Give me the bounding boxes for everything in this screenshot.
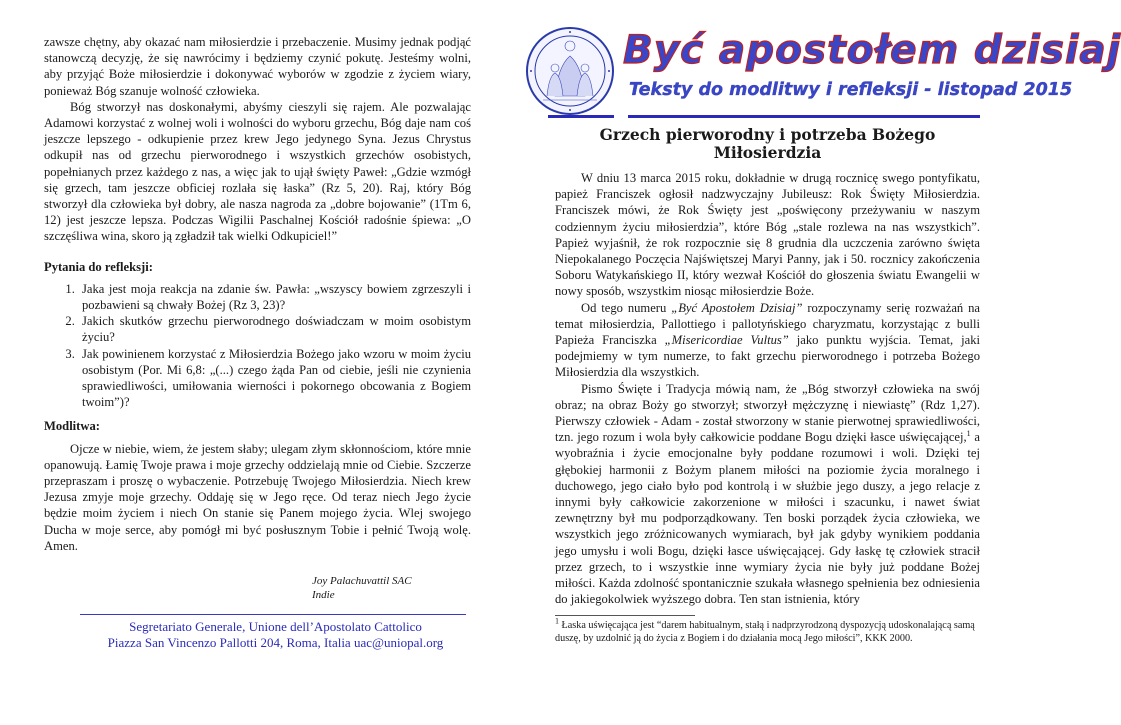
newsletter-subtitle: Teksty do modlitwy i refleksji - listopad 2015 bbox=[629, 80, 1073, 100]
newsletter-title: Być apostołem dzisiaj bbox=[623, 28, 1121, 73]
article-paragraph bbox=[555, 381, 980, 608]
footnote-ref[interactable]: 1 bbox=[966, 429, 971, 439]
questions-heading: Pytania do refleksji: bbox=[44, 259, 153, 274]
article-paragraph: W dniu 13 marca 2015 roku, dokładnie w drugą rocznicę swego pontyfikatu, papież Franciszek ogłosił nadzwyczajny Jubileusz: Rok Święty Miłosierdzia. Franciszek mówi, że Rok Święty jest „poświęcony przeżywaniu w naszym codziennym życiu miłosierdzia”, które Bóg „stale rozlewa na nas wszystkich”. Papież wyjaśnił, że rok rozpocznie się 8 grudnia dla uczczenia zarówno święta Niepokalanego Poczęcia Najświętszej Maryi Panny, jak i 50. rocznicy zakończenia Soboru Watykańskiego II, który wezwał Kościół do głoszenia światu Ewangelii w nowy sposób, wszystkim niosąc miłosierdzie Boże. bbox=[555, 171, 980, 299]
header-rule-short bbox=[548, 115, 614, 118]
footer-organization: Segretariato Generale, Unione dell’Apostolato Cattolico bbox=[129, 619, 422, 635]
header-rule bbox=[628, 115, 980, 118]
footnote-divider bbox=[555, 615, 695, 616]
author-country: Indie bbox=[312, 589, 335, 602]
footnote-number: 1 bbox=[555, 617, 559, 627]
questions-list bbox=[44, 281, 471, 411]
text-run: Pismo Święte i Tradycja mówią nam, że „Bóg stworzył człowieka na swój obraz; na obraz Boży go stworzył; stworzył mężczyznę i niewiastę” (Rdz 1,27). Pierwszy człowiek - Adam - został stworzony w stanie pierwotnej sprawiedliwości, tzn. jego rozum i wola były całkowicie poddane Bogu dzięki łasce uświęcającej, bbox=[555, 381, 980, 445]
question-item: 2. Jakich skutków grzechu pierworodnego doświadczam w moim osobistym życiu? bbox=[78, 313, 471, 345]
left-column bbox=[44, 34, 471, 651]
footer-address: Piazza San Vincenzo Pallotti 204, Roma, Italia uac@uniopal.org bbox=[107, 635, 444, 651]
article-paragraph bbox=[555, 300, 980, 381]
text-run: a wyobraźnia i życie emocjonalne były poddane rozumowi i woli. Dzięki tej głębokiej harmonii z Bożym planem miłości na poziomie życia moralnego i duchowego, jego ciało było pod kontrolą i w służbie jego duszy, a jego relacje z innymi były całkowicie zakorzenione w miłości i szacunku, i nawet świat zewnętrzny był mu podporządkowany. Ten boski porządek życia człowieka, we wszystkich jego zróżnicowanych wymiarach, był jak gdyby wynikiem poddania jego umysłu i woli Bogu, dzięki łasce uświęcającej. Gdy łaskę tę człowiek stracił przez grzech, to i wszystkie inne wymiary życia nie były już poddane Bożej miłości. Każda zdolność spontanicznie szukała własnego spełnienia bez odniesienia do jakiegokolwiek wyższego dobra. Ten stan istnienia, który bbox=[555, 430, 980, 607]
text-run: Od tego numeru bbox=[581, 300, 672, 315]
seal-logo-icon bbox=[525, 26, 615, 116]
prayer-text: Ojcze w niebie, wiem, że jestem słaby; ulegam złym skłonnościom, które mnie opanowują. Łamię Twoje prawa i moje grzechy oddzielają mnie od Ciebie. Szczerze przepraszam i proszę o wybaczenie. Potrzebuję Twojego Miłosierdzia. Niech krew Jezusa zmyje moje grzechy. Oddaję się w Jego ręce. Od teraz niech Jego życie będzie moim życiem i niech On stanie się Panem mojego życia. Wlej swojego Ducha w moje serce, aby pomógł mi być posłusznym Tobie i pełnić Twoją wolę. Amen. bbox=[44, 441, 471, 553]
text-run: jako punktu wyjścia. Temat, jaki podejmiemy w tym numerze, to fakt grzechu pierworodnego i potrzeba Bożego Miłosierdzia dla wszystkich. bbox=[555, 333, 981, 380]
question-item: 1. Jaka jest moja reakcja na zdanie św. Pawła: „wszyscy bowiem zgrzeszyli i pozbawieni są chwały Bożej (Rz 3, 23)? bbox=[78, 281, 471, 313]
intro-paragraph: zawsze chętny, aby okazać nam miłosierdzie i przebaczenie. Musimy jednak podjąć stanowczą decyzję, że się nawrócimy i będziemy czynić pokutę. Jesteśmy wolni, aby przyjąć Boże miłosierdzie i dokonywać wyborów w zgodzie z życiem wiary, ponieważ Bóg szanuje wolność człowieka. bbox=[44, 35, 471, 98]
question-item: 3. Jak powinienem korzystać z Miłosierdzia Bożego jako wzoru w moim życiu osobistym (Por. Mi 6,8: „(...) czego żąda Pan od ciebie, jeśli nie czynienia sprawiedliwości, umiłowania wierności i pokornego obcowania z Bogiem twoim”)? bbox=[78, 346, 471, 411]
author-name: Joy Palachuvattil SAC bbox=[312, 575, 412, 588]
text-run: rozpoczynamy serię rozważań na temat miłosierdzia, Pallottiego i pallotyńskiego charyzmatu, korzystając z bulli Papieża Franciszka bbox=[555, 300, 980, 348]
bull-title: „Misericordiae Vultus” bbox=[664, 333, 789, 348]
footnote bbox=[555, 617, 980, 645]
prayer-heading: Modlitwa: bbox=[44, 419, 100, 434]
newsletter-header bbox=[525, 26, 1121, 128]
footnote-text: Łaska uświęcająca jest “darem habitualnym, stałą i nadprzyrodzoną dyspozycją udoskonalającą samą duszę, by uzdolnić ją do życia z Bogiem i do działania mocą Jego miłości”, KKK 2000. bbox=[555, 620, 975, 645]
right-column bbox=[555, 126, 980, 646]
article-title: Grzech pierworodny i potrzeba Bożego Miłosierdzia bbox=[599, 125, 936, 162]
publication-title: „Być Apostołem Dzisiaj” bbox=[671, 300, 803, 315]
body-paragraph: Bóg stworzył nas doskonałymi, abyśmy cieszyli się rajem. Ale pozwalając Adamowi korzystać z wolnej woli i wolności do wyboru grzechu, Bóg daje nam coś jeszcze lepszego - odkupienie przez krew Jego jedynego Syna. Jezus Chrystus odkupił nas od grzechu pierworodnego i wszystkich grzechów osobistych, popełnianych przez każdego z nas, a więc jak to ujął święty Paweł: „Gdzie wzmógł się grzech, tam jeszcze obficiej rozlała się łaska” (Rz 5, 20). Raj, który Bóg stworzył dla człowieka był dobry, ale nasza nagroda za „dobre bojowanie” (1Tm 6, 12) jest jeszcze lepsza. Podczas Wigilii Paschalnej Kościół radośnie śpiewa: „O szczęśliwa wina, skoro ją zgładził tak wielki Odkupiciel!” bbox=[44, 99, 471, 244]
